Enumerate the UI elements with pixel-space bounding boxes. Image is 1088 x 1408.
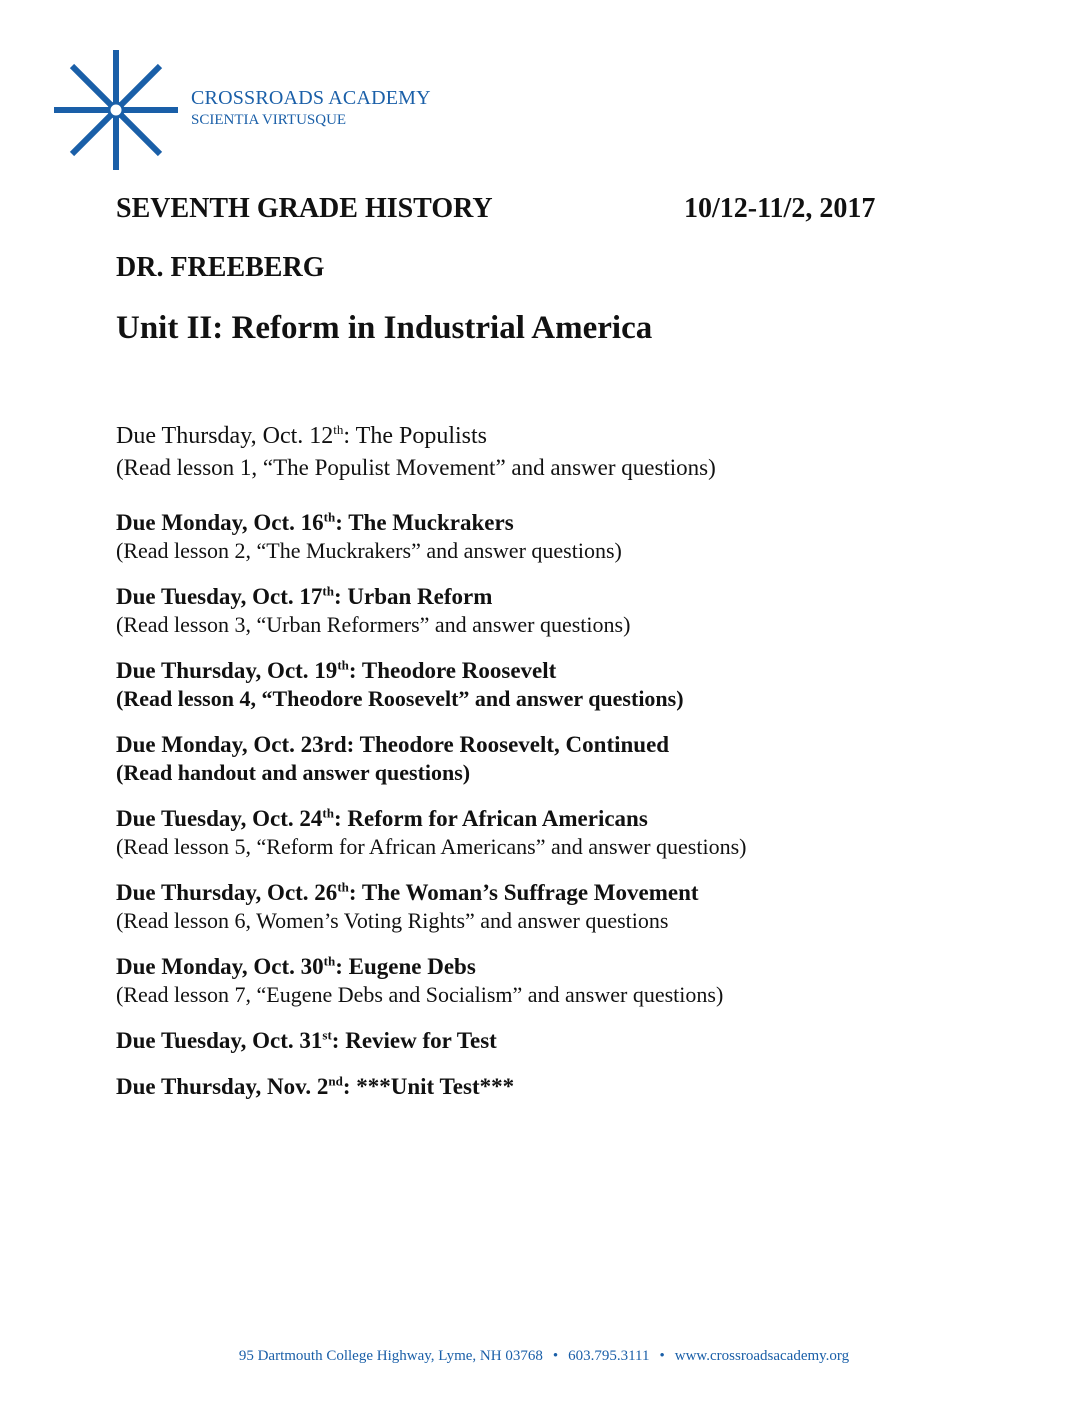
- footer-phone: 603.795.3111: [568, 1348, 650, 1364]
- assignment-due-title: Due Thursday, Oct. 26th: The Woman’s Suffrage Movement: [116, 879, 699, 905]
- teacher-name: DR. FREEBERG: [116, 252, 325, 283]
- footer-separator: •: [552, 1348, 559, 1364]
- assignment-description: (Read lesson 3, “Urban Reformers” and answer questions): [116, 612, 631, 637]
- footer-website: www.crossroadsacademy.org: [674, 1348, 850, 1364]
- assignment-due-title: Due Tuesday, Oct. 31st: Review for Test: [116, 1027, 497, 1053]
- assignment-description: (Read lesson 1, “The Populist Movement” and answer questions): [116, 455, 716, 480]
- school-motto: SCIENTIA VIRTUSQUE: [191, 112, 347, 128]
- assignment-description: (Read lesson 6, Women’s Voting Rights” and answer questions: [116, 908, 669, 933]
- assignment-description: (Read lesson 7, “Eugene Debs and Socialism” and answer questions): [116, 982, 724, 1007]
- assignment-due-title: Due Tuesday, Oct. 24th: Reform for African Americans: [116, 805, 648, 831]
- unit-title: Unit II: Reform in Industrial America: [116, 310, 653, 346]
- assignment-item: [116, 730, 1016, 787]
- assignment-description: (Read handout and answer questions): [116, 760, 471, 785]
- assignment-item: [116, 656, 1016, 713]
- assignment-due-title: Due Monday, Oct. 23rd: Theodore Roosevelt, Continued: [116, 732, 670, 757]
- assignment-due-title: Due Tuesday, Oct. 17th: Urban Reform: [116, 583, 493, 609]
- footer-contact: [0, 1348, 1088, 1365]
- assignment-description: (Read lesson 5, “Reform for African Americans” and answer questions): [116, 834, 747, 859]
- assignment-due-title: Due Thursday, Oct. 12th: The Populists: [116, 422, 487, 449]
- assignment-item: [116, 952, 1016, 1009]
- school-logo-text: [191, 86, 431, 129]
- assignment-list: [116, 420, 1016, 1118]
- assignment-description: (Read lesson 2, “The Muckrakers” and answer questions): [116, 538, 622, 563]
- date-range: 10/12-11/2, 2017: [684, 193, 876, 224]
- school-name: CROSSROADS ACADEMY: [191, 87, 431, 109]
- crossroads-star-logo-icon: [52, 48, 182, 172]
- footer-separator: •: [659, 1348, 665, 1364]
- course-title: SEVENTH GRADE HISTORY: [116, 193, 493, 224]
- assignment-item: [116, 420, 1016, 484]
- assignment-due-title: Due Monday, Oct. 30th: Eugene Debs: [116, 953, 476, 979]
- assignment-due-title: Due Thursday, Nov. 2nd: ***Unit Test***: [116, 1073, 515, 1099]
- assignment-due-title: Due Thursday, Oct. 19th: Theodore Roosevelt: [116, 657, 557, 683]
- assignment-item: [116, 582, 1016, 639]
- assignment-item: [116, 508, 1016, 565]
- assignment-description: (Read lesson 4, “Theodore Roosevelt” and answer questions): [116, 686, 684, 711]
- assignment-due-title: Due Monday, Oct. 16th: The Muckrakers: [116, 509, 514, 535]
- assignment-item: [116, 878, 1016, 935]
- footer-address: 95 Dartmouth College Highway, Lyme, NH 03768: [238, 1348, 543, 1364]
- assignment-item: [116, 1072, 1016, 1101]
- assignment-item: [116, 1026, 1016, 1055]
- assignment-item: [116, 804, 1016, 861]
